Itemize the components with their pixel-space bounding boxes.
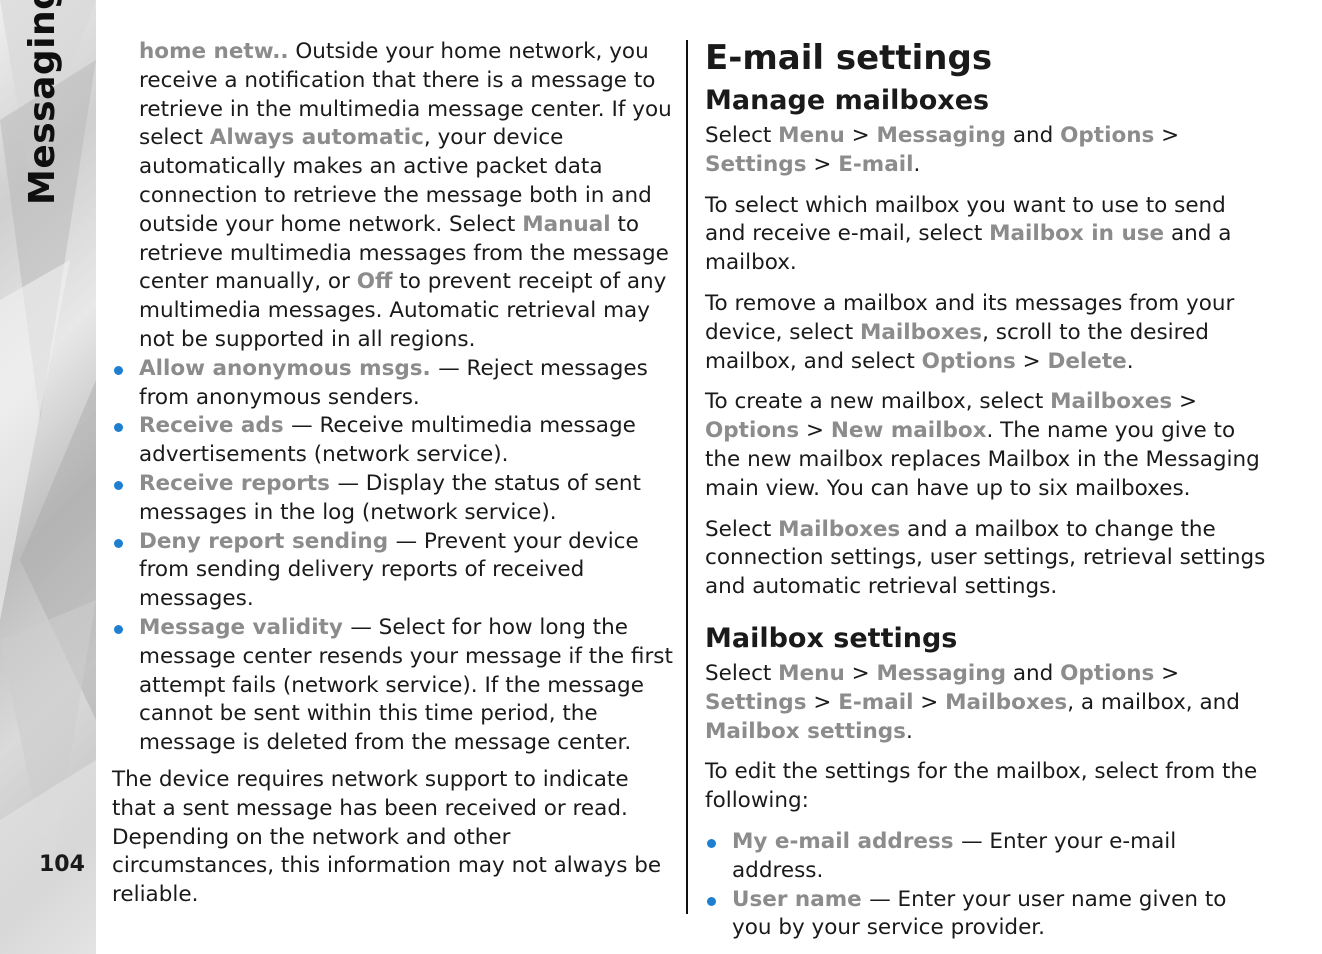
path-separator: > xyxy=(799,418,831,444)
path-separator: > xyxy=(1154,123,1180,148)
list-item xyxy=(112,614,674,758)
option-term: Message validity xyxy=(139,614,351,640)
text: To remove a mailbox and its messages from your device, select xyxy=(705,290,1235,345)
bullet-icon xyxy=(114,366,123,375)
bullet-icon xyxy=(114,625,123,634)
option-mailboxes: Mailboxes xyxy=(778,516,901,542)
list-item xyxy=(112,355,674,413)
bullet-icon xyxy=(707,897,716,906)
option-mailboxes: Mailboxes xyxy=(1050,389,1173,415)
path-separator: > xyxy=(1154,660,1180,686)
text: . xyxy=(905,718,913,744)
text: to prevent receipt of any multimedia messages. Automatic retrieval may not be supported in all regions. xyxy=(139,269,667,352)
option-delete: Delete xyxy=(1047,348,1127,374)
list-item xyxy=(705,886,1270,944)
option-description: — Receive multimedia message advertisements (network service). xyxy=(139,413,636,468)
menu-path-mailboxes: Mailboxes xyxy=(945,689,1068,715)
option-term: My e-mail address xyxy=(732,828,962,854)
create-mailbox-paragraph xyxy=(705,388,1270,503)
text: and a mailbox to change the connection settings, user settings, retrieval settings and automatic retrieval settings. xyxy=(705,516,1266,600)
option-term: User name xyxy=(732,886,870,912)
text: Select xyxy=(705,123,779,148)
bullet-icon xyxy=(707,839,716,848)
option-mailbox-in-use: Mailbox in use xyxy=(989,221,1165,247)
change-mailbox-settings-paragraph xyxy=(705,516,1270,602)
list-item xyxy=(112,412,674,470)
mailbox-settings-path-paragraph xyxy=(705,660,1270,746)
option-description: — Prevent your device from sending delivery reports of received messages. xyxy=(139,528,639,612)
mms-retrieval-paragraph xyxy=(112,38,674,355)
text: To create a new mailbox, select xyxy=(705,389,1051,415)
text: and a mailbox. xyxy=(705,221,1232,276)
bullet-icon xyxy=(114,481,123,490)
option-term: Deny report sending xyxy=(139,528,396,554)
section-heading-manage-mailboxes: Manage mailboxes xyxy=(705,85,990,116)
text: . The name you give to the new mailbox replaces Mailbox in the Messaging main view. You can have up to six mailboxes. xyxy=(705,418,1260,501)
menu-path-email: E-mail xyxy=(838,151,914,177)
path-separator: > xyxy=(806,689,839,715)
menu-path-settings: Settings xyxy=(705,689,807,715)
left-column xyxy=(112,38,674,910)
option-description: — Reject messages from anonymous senders. xyxy=(139,355,648,410)
path-separator: > xyxy=(913,689,946,715)
option-options: Options xyxy=(705,418,800,444)
network-support-paragraph: The device requires network support to indicate that a sent message has been received or read. Depending on the network and other circumstances, this information may not always be reliable. xyxy=(112,766,662,908)
menu-path-options: Options xyxy=(1060,123,1155,148)
option-description: — Enter your e-mail address. xyxy=(732,828,1177,883)
select-mailbox-paragraph xyxy=(705,192,1270,278)
option-home-network: home netw.. xyxy=(139,39,289,64)
text: . xyxy=(1126,348,1134,374)
menu-path-messaging: Messaging xyxy=(876,123,1006,148)
section-heading-mailbox-settings: Mailbox settings xyxy=(705,622,958,654)
page-title: E-mail settings xyxy=(705,38,993,78)
option-new-mailbox: New mailbox xyxy=(830,418,987,444)
option-description: — Display the status of sent messages in the log (network service). xyxy=(139,470,641,525)
text: , your device automatically makes an active packet data connection to retrieve the message both in and outside your home network. Select xyxy=(139,125,652,237)
text: , a mailbox, and xyxy=(1067,689,1240,715)
page-number: 104 xyxy=(39,852,85,877)
menu-path-mailbox-settings: Mailbox settings xyxy=(705,718,906,744)
menu-path-options: Options xyxy=(1060,660,1155,686)
text: and xyxy=(1006,123,1061,148)
text: and xyxy=(1006,660,1061,686)
menu-path-messaging: Messaging xyxy=(876,660,1006,686)
option-term: Receive reports xyxy=(139,470,338,496)
option-description: — Select for how long the message center resends your message if the first attempt fails (network service). If the message cannot be sent within this time period, the message is deleted from the message center. xyxy=(139,614,673,756)
menu-path-settings: Settings xyxy=(705,151,807,177)
path-separator: > xyxy=(1015,348,1048,374)
mms-options-list xyxy=(112,355,674,758)
menu-path-email: E-mail xyxy=(838,689,914,715)
mailbox-settings-list xyxy=(705,828,1270,943)
path-separator: > xyxy=(1172,389,1198,415)
option-term: Receive ads xyxy=(139,413,292,439)
path-separator: > xyxy=(844,123,877,148)
remove-mailbox-paragraph xyxy=(705,290,1270,376)
option-description: — Enter your user name given to you by your service provider. xyxy=(732,886,1227,941)
menu-path-menu: Menu xyxy=(778,123,845,148)
bullet-icon xyxy=(114,539,123,548)
path-separator: > xyxy=(806,151,839,177)
text: to retrieve multimedia messages from the message center manually, or xyxy=(139,211,669,295)
column-divider xyxy=(686,40,688,914)
right-column xyxy=(705,38,1270,943)
path-separator: > xyxy=(844,660,877,686)
option-off: Off xyxy=(356,269,393,295)
edit-settings-paragraph: To edit the settings for the mailbox, select from the following: xyxy=(705,759,1258,814)
bullet-icon xyxy=(114,423,123,432)
list-item xyxy=(705,828,1270,886)
option-mailboxes: Mailboxes xyxy=(860,319,983,345)
menu-path-menu: Menu xyxy=(778,660,845,686)
list-item xyxy=(112,470,674,528)
text: Select xyxy=(705,660,779,686)
text: To select which mailbox you want to use to send and receive e-mail, select xyxy=(705,192,1226,247)
text: . xyxy=(913,151,921,177)
manage-path-paragraph xyxy=(705,122,1270,180)
option-options: Options xyxy=(921,348,1016,374)
option-always-automatic: Always automatic xyxy=(209,125,424,151)
text: , scroll to the desired mailbox, and select xyxy=(705,319,1209,374)
text: Select xyxy=(705,516,779,542)
text: Outside your home network, you receive a notification that there is a message to retrieve in the multimedia message center. If you select xyxy=(139,39,672,151)
list-item xyxy=(112,528,674,614)
option-manual: Manual xyxy=(522,211,611,237)
option-term: Allow anonymous msgs. xyxy=(139,355,439,381)
